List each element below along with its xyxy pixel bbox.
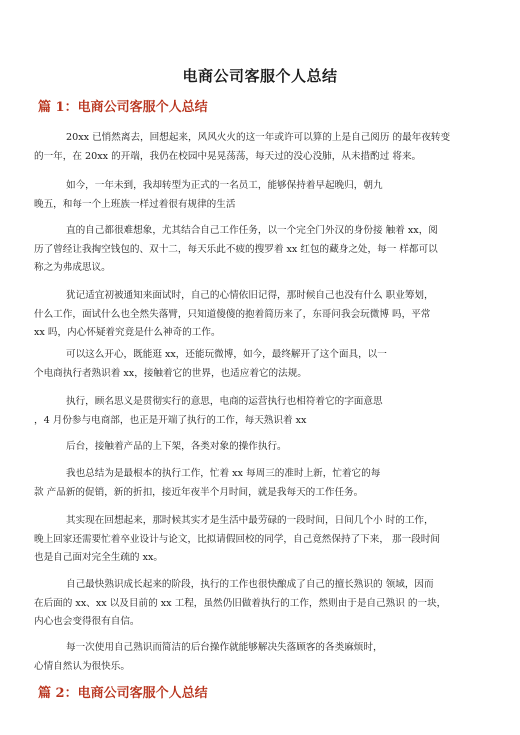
paragraph-line: 也是自己面对完全生疏的 xx。 (34, 552, 163, 563)
paragraph-line: 历了曾经让我掏空钱包的、双十二，每天乐此不疲的搜罗着 xx 红包的藏身之处，每一 样都可以 (34, 243, 438, 255)
paragraph-6 (34, 393, 490, 430)
paragraph-10 (34, 576, 490, 632)
paragraph-line: 可以这么开心，既能逛 xx，还能玩微博，如今，最终解开了这个面具，以一 (66, 349, 387, 360)
paragraph-line: 犹记适宜初被通知来面试时，自己的心情依旧记得，那时候自己也没有什么 职业筹划， (66, 290, 434, 301)
paragraph-line: 款 产品新的促销，新的折扣，接近年夜半个月时间，就是我每天的工作任务。 (34, 486, 364, 498)
paragraph-line: 如今，一年未到，我却转型为正式的一名员工，能够保持着早起晚归，朝九 (66, 180, 383, 191)
paragraph-line: 晚五，和每一个上班族一样过着很有规律的生活 (34, 198, 236, 210)
paragraph-4 (34, 287, 490, 343)
paragraph-line: 称之为弗成思议。 (34, 262, 111, 273)
paragraph-line: xx 吗，内心怀疑着究竟是什么神奇的工作。 (34, 327, 221, 338)
paragraph-line: 后台，接触着产品的上下架，各类对象的操作执行。 (66, 441, 287, 452)
paragraph-line: 心情自然认为很快乐。 (34, 660, 130, 672)
paragraph-11 (34, 639, 490, 676)
paragraph-line: ，4 月份参与电商部，也正是开端了执行的工作，每天熟识着 xx (34, 414, 307, 426)
paragraph-line: 在后面的 xx、xx 以及目前的 xx 工程，虽然仍旧做着执行的工作，然则由于是自己熟识 的一块， (34, 597, 447, 609)
paragraph-3 (34, 222, 490, 278)
paragraph-7 (34, 438, 490, 457)
paragraph-1 (34, 129, 490, 166)
paragraph-line: 内心也会变得很有自信。 (34, 616, 140, 627)
paragraph-line: 每一次使用自己熟识而简洁的后台操作就能够解决失落顾客的各类麻烦时， (66, 642, 383, 653)
section-heading-2: 篇 2：电商公司客服个人总结 (38, 686, 208, 701)
paragraph-9 (34, 512, 490, 568)
paragraph-line: 自己最快熟识成长起来的阶段，执行的工作也很快酿成了自己的擅长熟识的 领域，因而 (66, 579, 434, 590)
paragraph-line: 20xx 已悄然离去，回想起来，风风火火的这一年或许可以算的上是自己阅历 的最年夜转变 (66, 132, 451, 143)
paragraph-line: 晚上回家还需要忙着卒业设计与论文，比拟请假回校的同学，自己竟然保持了下来， 那一段时间 (34, 533, 440, 545)
paragraph-8 (34, 465, 490, 502)
paragraph-line: 直的自己都很难想象，尤其结合自己工作任务，以一个完全门外汉的身份接 触着 xx，阅 (66, 225, 438, 236)
paragraph-2 (34, 177, 490, 214)
section-heading-1: 篇 1：电商公司客服个人总结 (38, 100, 208, 115)
paragraph-line: 其实现在回想起来，那时候其实才是生活中最劳碌的一段时间，日间几个小 时的工作， (66, 515, 434, 526)
paragraph-line: 我也总结为是最根本的执行工作，忙着 xx 每周三的准时上新，忙着它的每 (66, 468, 381, 479)
paragraph-line: 什么工作，面试什么也全然失落臂，只知道傻傻的抱着简历来了，东哥问我会玩微博 吗，平常 (34, 308, 431, 320)
paragraph-5 (34, 346, 490, 383)
paragraph-line: 个电商执行者熟识着 xx，接触着它的世界，也适应着它的法规。 (34, 367, 307, 379)
paragraph-line: 执行，顾名思义是贯彻实行的意思，电商的运营执行也相符着它的字面意思 (66, 396, 383, 407)
paragraph-line: 的一年，在 20xx 的开端，我仍在校园中晃晃荡荡，每天过的没心没肺，从未措酌过 将来。 (34, 150, 422, 162)
document-title: 电商公司客服个人总结 (182, 67, 338, 85)
